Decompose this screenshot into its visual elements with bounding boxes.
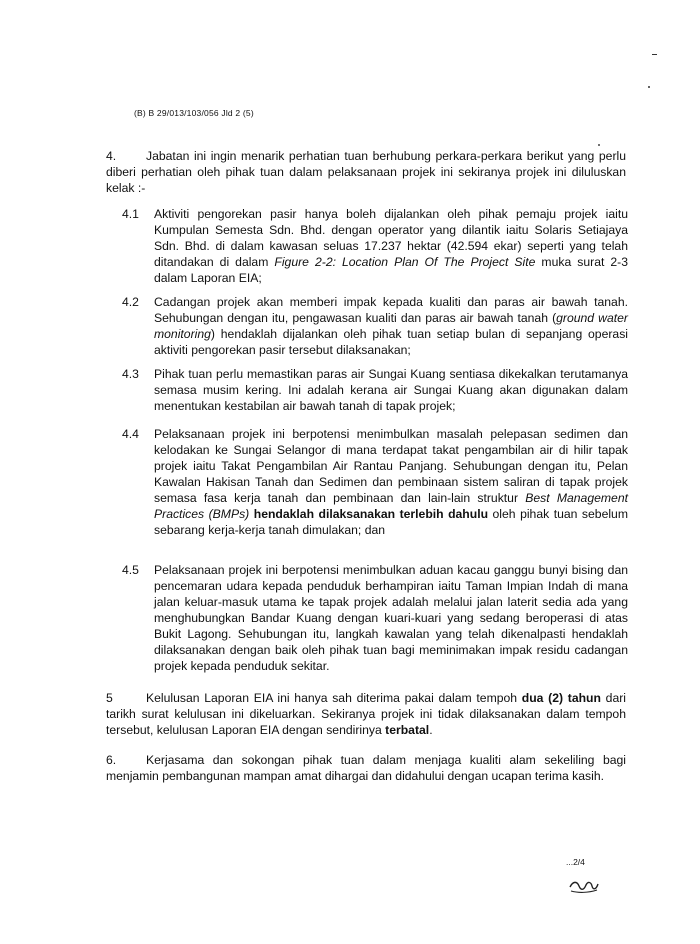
item-text: Pelaksanaan projek ini berpotensi menimbulkan aduan kacau ganggu bunyi bising dan pencemaran udara kepada penduduk berhampiran iaitu Taman Impian Indah di mana jalan keluar-masuk utama ke tapak projek adalah melalui jalan laterit sedia ada yang menghubungkan Bandar Kuang dengan kuari-kuari yang sedang beroperasi di atas Bukit Lagong. Sehubungan itu, langkah kawalan yang telah dikenalpasti hendaklah dilaksanakan dengan baik oleh pihak tuan bagi meminimakan impak residu cadangan projek kepada penduduk sekitar.	[154, 563, 628, 673]
paragraph-5	[106, 690, 626, 738]
item-text: ) hendaklah dijalankan oleh pihak tuan setiap bulan di sepanjang operasi aktiviti pengorekan pasir tersebut dilaksanakan;	[154, 327, 628, 357]
list-item-4-1	[122, 206, 628, 286]
paragraph-text-bold: dua (2) tahun	[521, 691, 601, 705]
paragraph-number: 6.	[106, 753, 117, 767]
item-text-italic: Best Management Practices (BMPs)	[154, 491, 628, 521]
scan-mark	[652, 54, 657, 55]
item-text: Pihak tuan perlu memastikan paras air Sungai Kuang sentiasa dikekalkan terutamanya semasa musim kering. Ini adalah kerana air Sungai Kuang akan digunakan dalam menentukan kestabilan air bawah tanah di tapak projek;	[154, 367, 628, 413]
item-number: 4.2	[122, 295, 139, 309]
list-item-4-3	[122, 366, 628, 414]
paragraph-text: .	[429, 723, 433, 737]
paragraph-text: Kelulusan Laporan EIA ini hanya sah diterima pakai dalam tempoh	[146, 691, 522, 705]
initials-signature	[568, 878, 600, 896]
scan-speck	[598, 144, 600, 146]
item-text-italic: ground water monitoring	[154, 311, 628, 341]
item-text-bold: hendaklah dilaksanakan terlebih dahulu	[249, 507, 489, 521]
paragraph-text-bold: terbatal	[385, 723, 430, 737]
paragraph-text: Jabatan ini ingin menarik perhatian tuan berhubung perkara-perkara berikut yang perlu diberi perhatian oleh pihak tuan dalam pelaksanaan projek ini sekiranya projek ini diluluskan kelak :-	[106, 149, 626, 195]
item-text: Aktiviti pengorekan pasir hanya boleh dijalankan oleh pihak pemaju projek iaitu Kumpulan Semesta Sdn. Bhd. dengan operator yang dilantik iaitu Solaris Setiajaya Sdn. Bhd. di dalam kawasan seluas 17.237 hektar (42.594 ekar) seperti yang telah ditandakan di dalam	[154, 207, 628, 269]
list-item-4-2	[122, 294, 628, 358]
scan-speck	[648, 86, 650, 88]
reference-number: (B) B 29/013/103/056 Jld 2 (5)	[134, 108, 254, 118]
paragraph-text: dari tarikh surat kelulusan ini dikeluarkan. Sekiranya projek ini tidak dilaksanakan dalam tempoh tersebut, kelulusan Laporan EIA dengan sendirinya	[106, 691, 626, 737]
item-text: muka surat 2-3 dalam Laporan EIA;	[154, 255, 628, 285]
page-marker: ...2/4	[566, 857, 585, 867]
list-item-4-5	[122, 562, 628, 674]
paragraph-number: 4.	[106, 149, 117, 163]
item-number: 4.4	[122, 427, 139, 441]
list-item-4-4	[122, 426, 628, 538]
item-text: oleh pihak tuan sebelum sebarang kerja-kerja tanah dimulakan; dan	[154, 507, 628, 537]
paragraph-6	[106, 752, 626, 784]
paragraph-4	[106, 148, 626, 196]
paragraph-text: Kerjasama dan sokongan pihak tuan dalam menjaga kualiti alam sekeliling bagi menjamin pembangunan mampan amat dihargai dan didahului dengan ucapan terima kasih.	[106, 753, 626, 783]
paragraph-number: 5	[106, 691, 113, 705]
item-number: 4.5	[122, 563, 139, 577]
item-text: Cadangan projek akan memberi impak kepada kualiti dan paras air bawah tanah. Sehubungan dengan itu, pengawasan kualiti dan paras air bawah tanah (	[154, 295, 628, 325]
item-text-italic: Figure 2-2: Location Plan Of The Project Site	[274, 255, 536, 269]
item-text: Pelaksanaan projek ini berpotensi menimbulkan masalah pelepasan sedimen dan kelodakan ke Sungai Selangor di mana terdapat takat pengambilan air di hilir tapak projek iaitu Takat Pengambilan Air Rantau Panjang. Sehubungan dengan itu, Pelan Kawalan Hakisan Tanah dan Sedimen dan pembinaan sistem saliran di tapak projek semasa fasa kerja tanah dan pembinaan dan lain-lain struktur	[154, 427, 628, 505]
item-number: 4.1	[122, 207, 139, 221]
item-number: 4.3	[122, 367, 139, 381]
